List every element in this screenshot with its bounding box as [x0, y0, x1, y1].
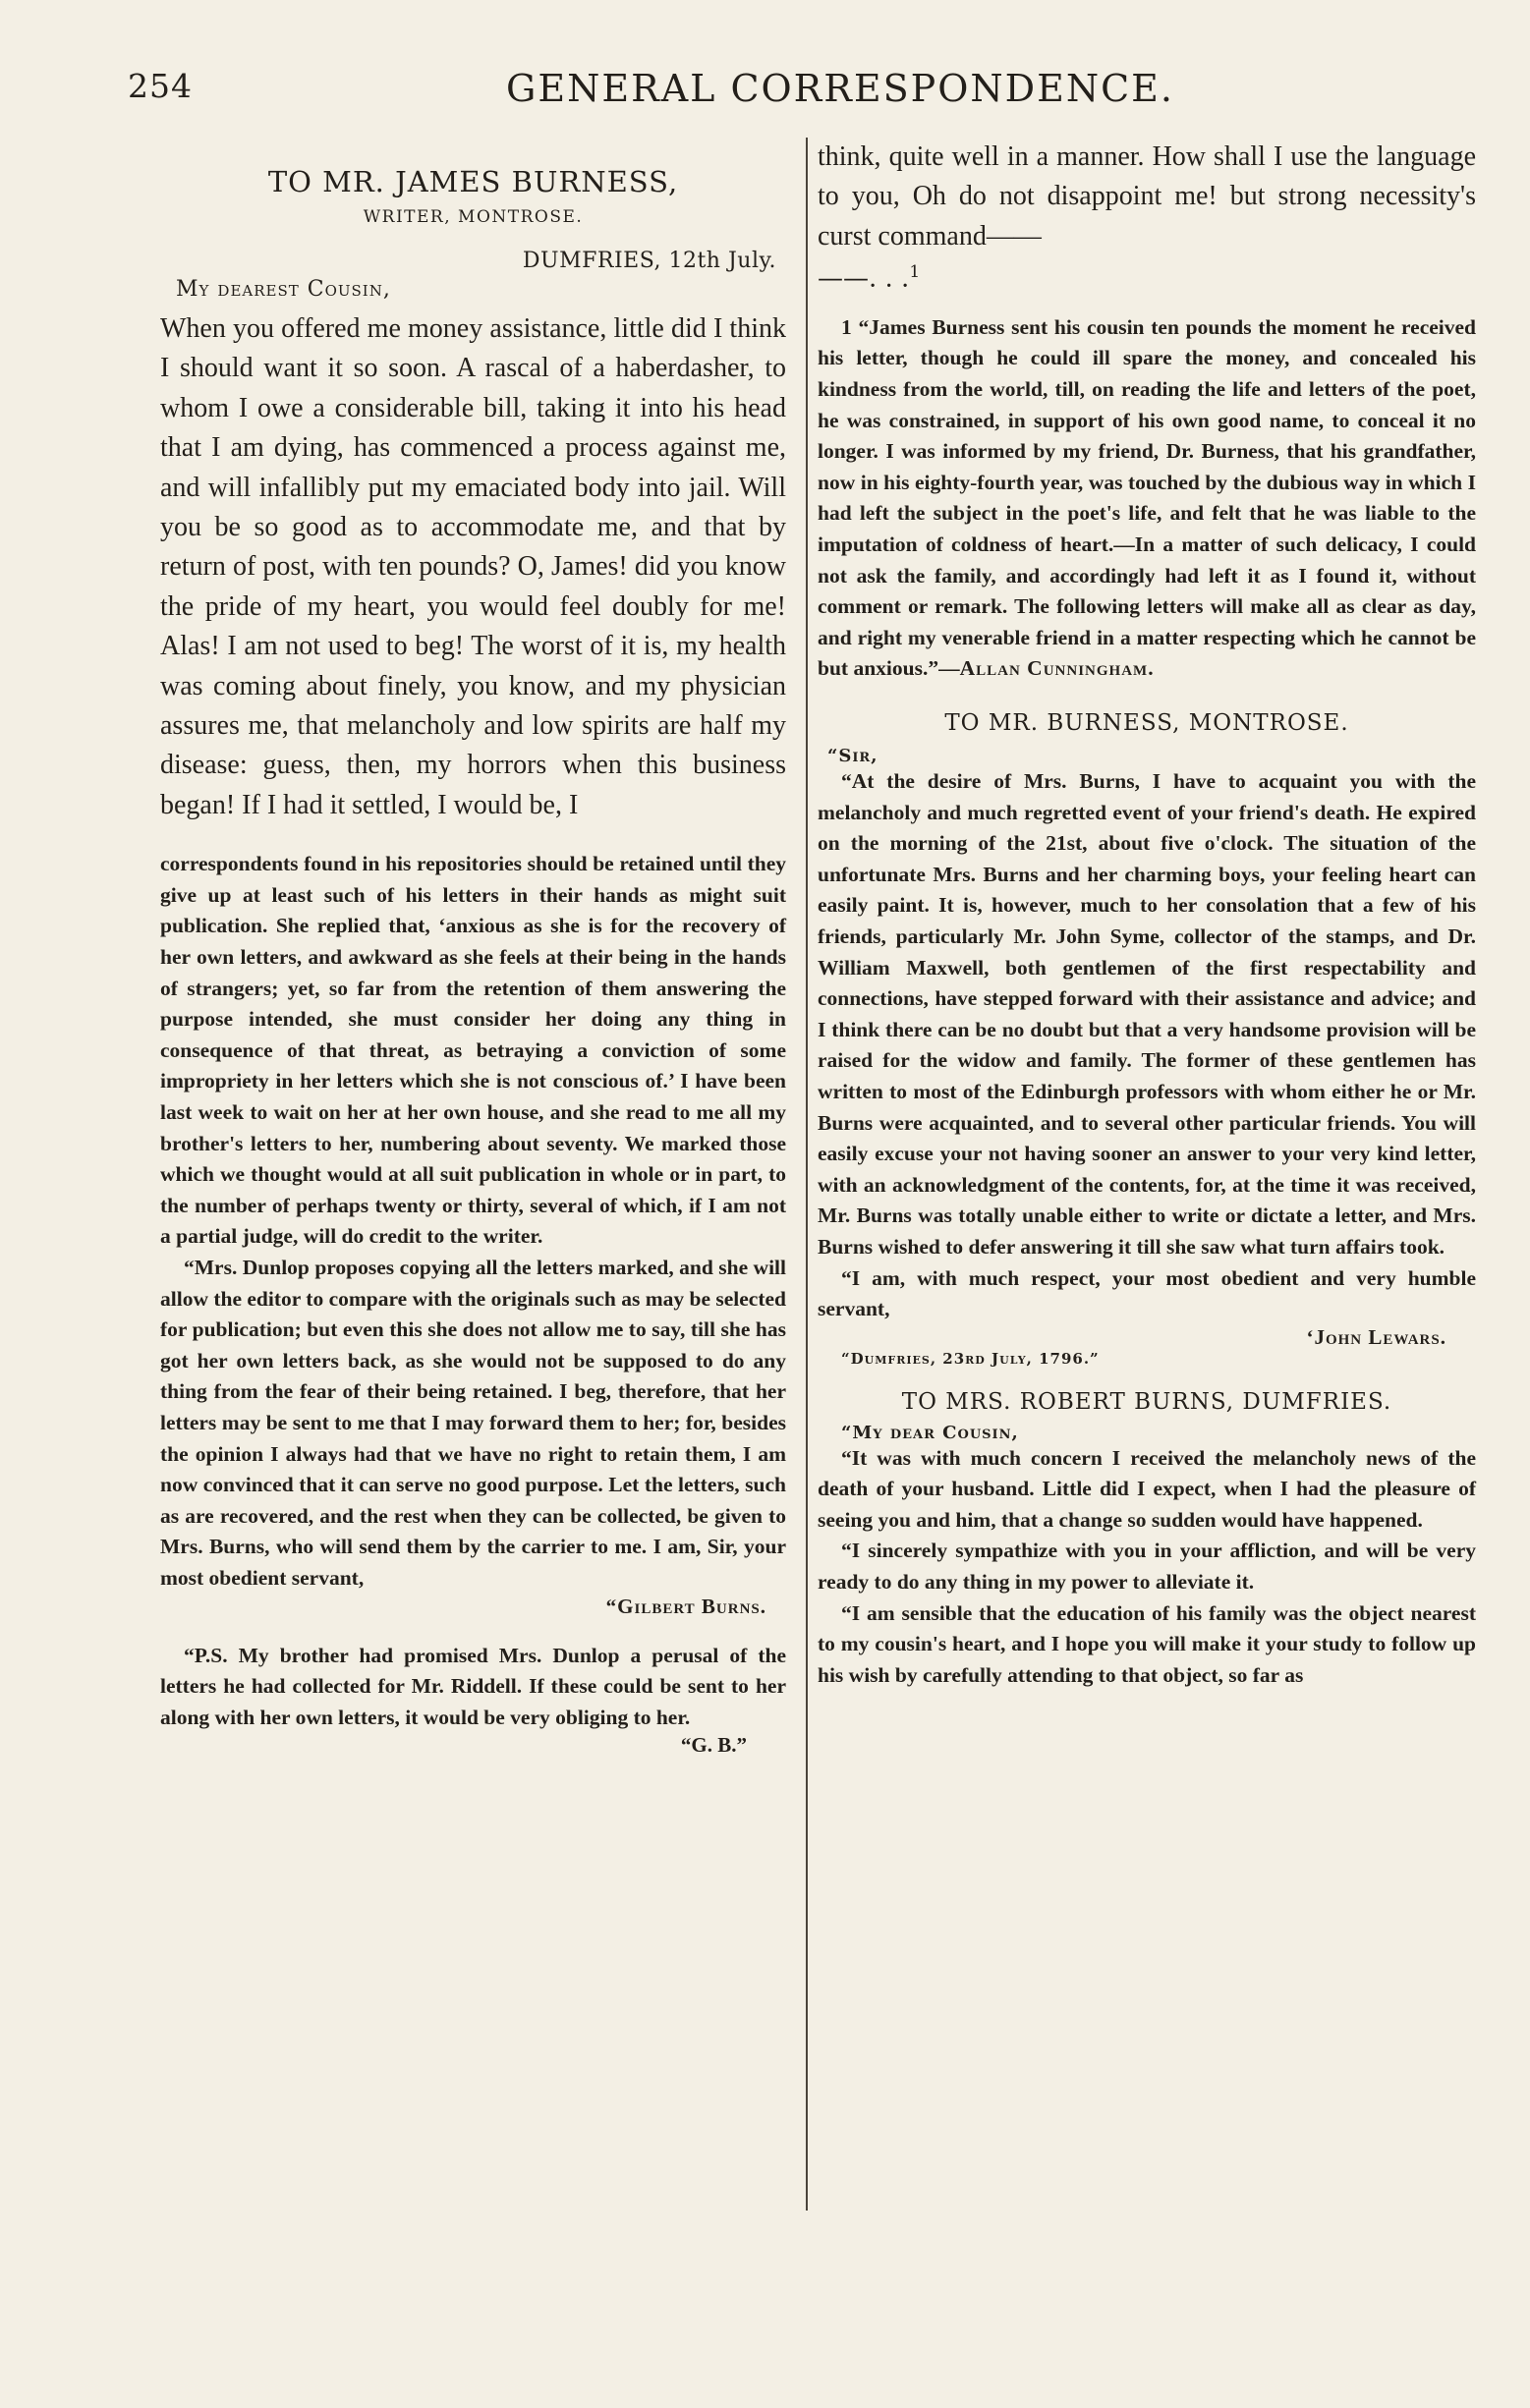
- section-dateline: “Dumfries, 23rd July, 1796.”: [841, 1349, 1100, 1368]
- section-paragraph: “It was with much concern I received the melancholy news of the death of your husband. Little did I expect, when I had the pleasure of seeing you and him, that a change so sudden would have happened.: [818, 1445, 1476, 1532]
- running-head: [128, 67, 1484, 116]
- note-signature-name: “Gilbert Burns.: [605, 1594, 766, 1618]
- section-paragraph: “At the desire of Mrs. Burns, I have to acquaint you with the melancholy and much regretted event of your friend's death. He expired on the morning of the 21st, about five o'clock. The situation of the unfortunate Mrs. Burns and her charming boys, your feeling heart can easily paint. It is, however, much to her consolation that a few of his friends, particularly Mr. John Syme, collector of the stamps, and Dr. William Maxwell, both gentlemen of the first respectability and connections, have stepped forward with their assistance and advice; and I think there can be no doubt but that a very handsome provision will be raised for the widow and family. The former of these gentlemen has written to most of the Edinburgh professors with whom either he or Mr. Burns were acquainted, and to several other particular friends. You will easily excuse your not having sooner an answer to your very kind letter, with an acknowledgment of the contents, for, at the time it was received, Mr. Burns was totally unable either to write or dictate a letter, and Mrs. Burns wished to defer answering it till she saw what turn affairs took.: [818, 769, 1476, 1259]
- section-signature-name: ‘John Lewars.: [1306, 1324, 1446, 1349]
- section-heading: TO MRS. ROBERT BURNS, DUMFRIES.: [901, 1388, 1392, 1415]
- dash-line-text: ——. . .: [818, 263, 910, 294]
- section-salutation: “My dear Cousin,: [841, 1422, 1019, 1443]
- dash-line: [818, 256, 1476, 295]
- note-paragraph: correspondents found in his repositories should be retained until they give up at least such of his letters in their hands as might suit publication. She replied that, ‘anxious as she is for the recovery of her own letters, and awkward as she feels at their being in the hands of strangers; yet, so far from the retention of them answering the purpose intended, she must consider her doing any thing in consequence of that threat, as betraying a conviction of some impropriety in her letters which she is not conscious of.’ I have been last week to wait on her at her own house, and she read to me all my brother's letters to her, numbering about seventy. We marked those which we thought would at all suit publication in whole or in part, to the number of perhaps twenty or thirty, several of which, if I am not a partial judge, will do credit to the writer.: [160, 852, 786, 1249]
- section-paragraph: “I sincerely sympathize with you in your affliction, and will be very ready to do any thing in my power to alleviate it.: [818, 1539, 1476, 1595]
- section-heading: TO MR. BURNESS, MONTROSE.: [944, 710, 1349, 736]
- left-column: [160, 162, 786, 1758]
- postscript-paragraph: “P.S. My brother had promised Mrs. Dunlop a perusal of the letters he had collected for Mr. Riddell. If these could be sent to her along with her own letters, it would be very obliging to her.: [160, 1643, 786, 1729]
- letter-subheading: WRITER, MONTROSE.: [363, 207, 584, 227]
- section-paragraph: “I am, with much respect, your most obedient and very humble servant,: [818, 1265, 1476, 1321]
- note-signature: [160, 1595, 786, 1619]
- letter-continuation: think, quite well in a manner. How shall I use the language to you, Oh do not disappoint me! but strong necessity's curst command——: [818, 141, 1476, 252]
- footnote-reference: 1: [909, 262, 921, 283]
- column-divider: [806, 138, 808, 2211]
- right-column: [818, 138, 1476, 1691]
- note-paragraph: “Mrs. Dunlop proposes copying all the letters marked, and she will allow the editor to compare with the originals such as may be selected for publication; but even this she does not allow me to say, till she has got her own letters back, as she would not be supposed to do any thing from the fear of their being retained. I beg, therefore, that her letters may be sent to me that I may forward them to her; for, besides the opinion I always had that we have no right to retain them, I am now convinced that it can serve no good purpose. Let the letters, such as are recovered, and the rest when they can be collected, be given to Mrs. Burns, who will send them by the carrier to me. I am, Sir, your most obedient servant,: [160, 1256, 786, 1590]
- letter-salutation: My dearest Cousin,: [176, 277, 391, 302]
- letter-body: When you offered me money assistance, little did I think I should want it so soon. A rascal of a haberdasher, to whom I owe a considerable bill, taking it into his head that I am dying, has commenced a process against me, and will infallibly put my emaciated body into jail. Will you be so good as to accommodate me, and that by return of post, with ten pounds? O, James! did you know the pride of my heart, you would feel doubly for me! Alas! I am not used to beg! The worst of it is, my health was coming about finely, you know, and my physician assures me, that melancholy and low spirits are half my disease: guess, then, my horrors when this business began! If I had it settled, I would be, I: [160, 313, 786, 820]
- postscript-signature: “G. B.”: [680, 1733, 747, 1758]
- section-paragraph: “I am sensible that the education of his family was the object nearest to my cousin's heart, and I hope you will make it your study to follow up his wish by carefully attending to that object, so far as: [818, 1600, 1476, 1687]
- page-number: 254: [128, 67, 193, 105]
- footnote: [818, 312, 1476, 685]
- footnote-author: Allan Cunningham.: [959, 656, 1155, 681]
- running-title: GENERAL CORRESPONDENCE.: [506, 67, 1174, 110]
- footnote-number: 1: [841, 314, 852, 339]
- section-signature: [818, 1325, 1476, 1350]
- letter-heading: TO MR. JAMES BURNESS,: [267, 165, 679, 198]
- letter-dateline: DUMFRIES, 12th July.: [522, 249, 776, 273]
- section-salutation: “Sir,: [827, 746, 878, 766]
- footnote-text: “James Burness sent his cousin ten pounds the moment he received his letter, though he could ill spare the money, and concealed his kindness from the world, till, on reading the life and letters of the poet, he was constrained, in support of his own good name, to conceal it no longer. I was informed by my friend, Dr. Burness, that his grandfather, now in his eighty-fourth year, was touched by the dubious way in which I had left the subject in the poet's life, and felt that he was liable to the imputation of coldness of heart.—In a matter of such delicacy, I could not ask the family, and accordingly had left it as I found it, without comment or remark. The following letters will make all as clear as day, and right my venerable friend in a matter respecting which he cannot be but anxious.”—: [818, 314, 1477, 681]
